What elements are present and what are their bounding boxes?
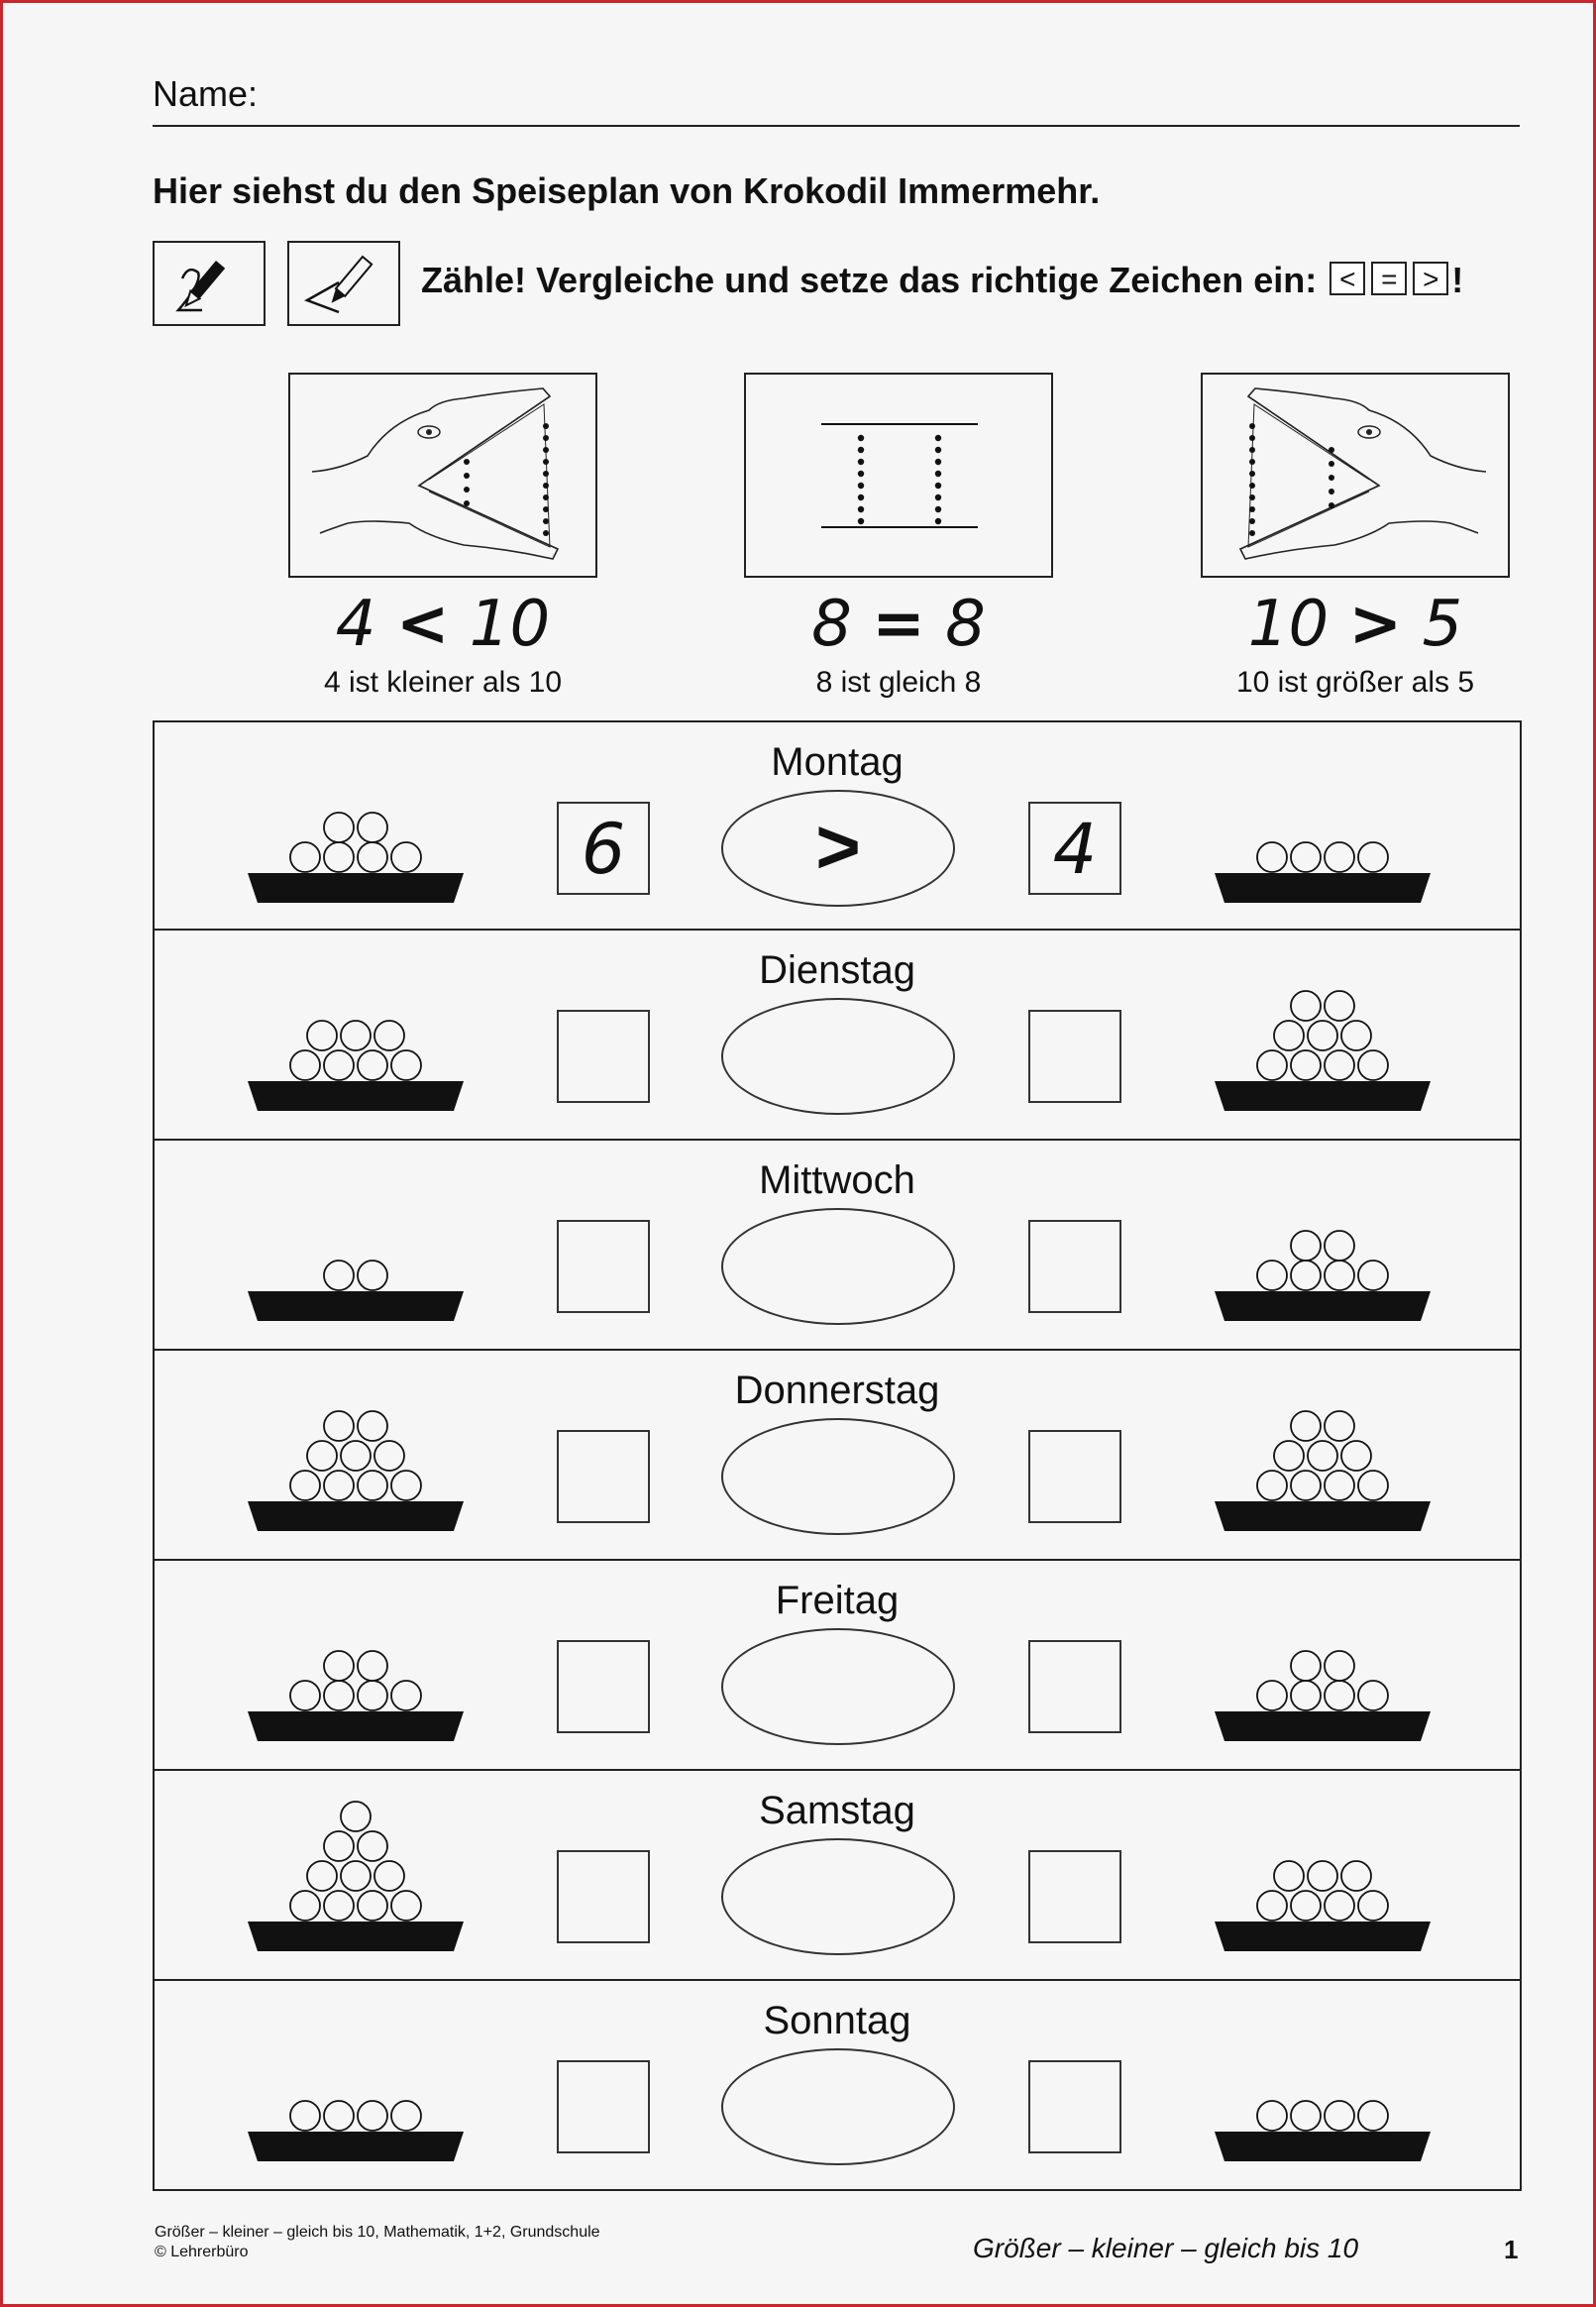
example-equation-2: [740, 588, 1057, 661]
egg: [358, 1651, 387, 1681]
egg: [358, 1891, 387, 1921]
plate-tray: [1215, 1922, 1431, 1951]
plate-drawing: [248, 1351, 476, 1561]
egg: [324, 1651, 354, 1681]
plate-tray: [1215, 1081, 1431, 1111]
egg: [358, 1050, 387, 1080]
instruction-suffix: !: [1451, 260, 1464, 300]
egg: [1291, 1681, 1321, 1710]
egg: [324, 1471, 354, 1500]
plate-drawing: [1215, 1351, 1442, 1561]
plate-tray: [248, 1501, 464, 1531]
egg: [1325, 1471, 1354, 1500]
left-number-box[interactable]: [557, 1430, 650, 1523]
plate-drawing: [248, 1141, 476, 1351]
egg: [358, 1471, 387, 1500]
day-name: Montag: [771, 740, 904, 784]
crocodile-open-left-icon: [288, 373, 597, 578]
egg: [1274, 1861, 1304, 1891]
egg: [1325, 2101, 1354, 2131]
example-right-value: 5: [1422, 588, 1463, 661]
egg: [324, 842, 354, 872]
plate-tray: [1215, 1711, 1431, 1741]
less-than-symbol: <: [1330, 262, 1365, 295]
egg: [324, 1050, 354, 1080]
egg: [1325, 1681, 1354, 1710]
left-number-box[interactable]: [557, 2060, 650, 2153]
comparison-sign-oval[interactable]: [721, 1628, 955, 1745]
footer-title: Größer – kleiner – gleich bis 10: [973, 2233, 1359, 2263]
egg: [1325, 1411, 1354, 1441]
day-name: Sonntag: [763, 1999, 911, 2042]
right-plate: [1215, 1351, 1442, 1561]
example-left-value: 10: [1247, 588, 1330, 661]
right-plate: [1215, 1771, 1442, 1981]
egg: [1291, 1050, 1321, 1080]
footer-source: [155, 2223, 600, 2262]
egg: [1274, 1021, 1304, 1050]
egg: [341, 1441, 371, 1471]
example-left-value: 8: [811, 588, 852, 661]
egg: [1341, 1021, 1371, 1050]
plate-tray: [248, 1711, 464, 1741]
egg: [358, 842, 387, 872]
plate-tray: [248, 1081, 464, 1111]
egg: [341, 1861, 371, 1891]
day-name: Mittwoch: [759, 1158, 915, 1202]
writing-pencil-icon: [153, 241, 266, 326]
egg: [307, 1441, 337, 1471]
example-operator: =: [872, 588, 925, 661]
egg: [324, 1261, 354, 1290]
comparison-sign-oval[interactable]: [721, 1838, 955, 1955]
footer-line-2: © Lehrerbüro: [155, 2244, 249, 2260]
egg: [290, 1891, 320, 1921]
plate-drawing: [1215, 931, 1442, 1141]
egg: [358, 1411, 387, 1441]
plate-tray: [1215, 1501, 1431, 1531]
plate-tray: [1215, 873, 1431, 903]
egg: [290, 1471, 320, 1500]
name-label: Name:: [153, 73, 259, 114]
comparison-sign-oval[interactable]: [721, 1418, 955, 1535]
example-left-value: 4: [335, 588, 376, 661]
egg: [391, 1891, 421, 1921]
plate-tray: [248, 1922, 464, 1951]
example-equation-3: [1197, 588, 1514, 661]
day-row-mittwoch: [153, 1141, 1522, 1351]
egg: [1257, 1891, 1287, 1921]
example-equation-1: [284, 588, 601, 661]
egg: [1291, 842, 1321, 872]
day-row-montag: [153, 720, 1522, 931]
egg: [1308, 1441, 1337, 1471]
egg: [374, 1861, 404, 1891]
footer-line-1: Größer – kleiner – gleich bis 10, Mathematik, 1+2, Grundschule: [155, 2224, 600, 2241]
day-row-sonntag: [153, 1981, 1522, 2191]
egg: [391, 842, 421, 872]
left-plate: [248, 1351, 476, 1561]
egg: [358, 1681, 387, 1710]
egg: [1291, 1231, 1321, 1261]
greater-than-symbol: >: [1413, 262, 1448, 295]
comparison-sign-oval[interactable]: [721, 998, 955, 1115]
example-caption-1: 4 ist kleiner als 10: [323, 666, 563, 699]
left-number-box[interactable]: [557, 1850, 650, 1943]
egg: [1358, 1471, 1388, 1500]
right-number-box[interactable]: [1028, 2060, 1121, 2153]
plate-tray: [1215, 2132, 1431, 2161]
left-plate: [248, 1141, 476, 1351]
plate-tray: [1215, 1291, 1431, 1321]
egg: [358, 2101, 387, 2131]
right-plate: [1215, 931, 1442, 1141]
right-plate: [1215, 722, 1442, 933]
equal-symbol: =: [1371, 262, 1407, 295]
example-operator: >: [1348, 588, 1403, 661]
crocodile-open-right-icon: [1201, 373, 1510, 578]
egg: [1257, 1681, 1287, 1710]
plate-drawing: [248, 722, 476, 933]
egg: [391, 2101, 421, 2131]
worksheet-title: Hier siehst du den Speiseplan von Krokodil Immermehr.: [153, 170, 1101, 211]
egg: [1341, 1441, 1371, 1471]
right-number-box[interactable]: [1028, 1220, 1121, 1313]
plate-drawing: [1215, 1771, 1442, 1981]
egg: [1358, 1261, 1388, 1290]
egg: [1358, 1681, 1388, 1710]
egg: [391, 1681, 421, 1710]
egg: [1291, 1411, 1321, 1441]
egg: [1291, 1471, 1321, 1500]
plate-tray: [248, 873, 464, 903]
egg: [1325, 991, 1354, 1021]
page-number: 1: [1504, 2235, 1519, 2264]
left-plate: [248, 931, 476, 1141]
egg: [324, 1831, 354, 1861]
plate-drawing: [1215, 1981, 1442, 2191]
egg: [358, 1831, 387, 1861]
day-name: Samstag: [759, 1789, 915, 1832]
egg: [1325, 1231, 1354, 1261]
right-number-box[interactable]: [1028, 1010, 1121, 1103]
right-number-box[interactable]: 4: [1028, 802, 1121, 895]
egg: [358, 1261, 387, 1290]
egg: [1257, 1261, 1287, 1290]
plate-drawing: [1215, 1141, 1442, 1351]
egg: [1257, 2101, 1287, 2131]
day-row-samstag: [153, 1771, 1522, 1981]
egg: [1257, 1471, 1287, 1500]
egg: [1291, 2101, 1321, 2131]
example-caption-3: 10 ist größer als 5: [1235, 666, 1475, 699]
egg: [341, 1021, 371, 1050]
egg: [1358, 842, 1388, 872]
left-plate: [248, 1981, 476, 2191]
comparison-sign-oval[interactable]: >: [721, 790, 955, 907]
egg: [290, 1681, 320, 1710]
egg: [1325, 1891, 1354, 1921]
left-number-box[interactable]: [557, 1640, 650, 1733]
left-number-box[interactable]: [557, 1010, 650, 1103]
left-plate: [248, 1561, 476, 1771]
egg: [324, 2101, 354, 2131]
example-caption-2: 8 ist gleich 8: [815, 666, 982, 699]
egg: [391, 1471, 421, 1500]
egg: [1358, 2101, 1388, 2131]
egg: [290, 842, 320, 872]
egg: [1308, 1021, 1337, 1050]
right-number-box[interactable]: [1028, 1430, 1121, 1523]
day-name: Freitag: [775, 1579, 900, 1622]
egg: [1308, 1861, 1337, 1891]
day-row-freitag: [153, 1561, 1522, 1771]
plate-tray: [248, 2132, 464, 2161]
comparison-sign-oval[interactable]: [721, 1208, 955, 1325]
egg: [1291, 1651, 1321, 1681]
right-number-box[interactable]: [1028, 1850, 1121, 1943]
egg: [1325, 1651, 1354, 1681]
egg: [1358, 1891, 1388, 1921]
comparison-pencil-icon: [287, 241, 400, 326]
plate-drawing: [1215, 722, 1442, 933]
instruction-prefix: Zähle! Vergleiche und setze das richtige Zeichen ein:: [421, 260, 1318, 300]
egg: [1341, 1861, 1371, 1891]
instruction-text: [421, 260, 1463, 301]
left-plate: [248, 1771, 476, 1981]
plate-drawing: [248, 931, 476, 1141]
plate-drawing: [1215, 1561, 1442, 1771]
name-line[interactable]: [153, 69, 1520, 127]
example-right-value: 8: [945, 588, 986, 661]
right-plate: [1215, 1561, 1442, 1771]
day-row-dienstag: [153, 931, 1522, 1141]
egg: [374, 1441, 404, 1471]
egg: [1291, 1891, 1321, 1921]
equal-bars-icon: [744, 373, 1053, 578]
plate-drawing: [248, 1771, 476, 1981]
egg: [1291, 1261, 1321, 1290]
egg: [324, 1411, 354, 1441]
day-name: Donnerstag: [734, 1369, 940, 1412]
egg: [1325, 1050, 1354, 1080]
menu-table: [153, 720, 1522, 2191]
egg: [1274, 1441, 1304, 1471]
egg: [324, 1891, 354, 1921]
example-right-value: 10: [469, 588, 551, 661]
example-operator: <: [395, 588, 450, 661]
day-name: Dienstag: [759, 948, 915, 992]
egg: [1291, 991, 1321, 1021]
left-number-box[interactable]: 6: [557, 802, 650, 895]
left-number-box[interactable]: [557, 1220, 650, 1313]
egg: [1257, 1050, 1287, 1080]
egg: [290, 1050, 320, 1080]
plate-drawing: [248, 1561, 476, 1771]
left-plate: [248, 722, 476, 933]
right-plate: [1215, 1981, 1442, 2191]
egg: [1358, 1050, 1388, 1080]
comparison-sign-oval[interactable]: [721, 2048, 955, 2165]
egg: [290, 2101, 320, 2131]
plate-tray: [248, 1291, 464, 1321]
egg: [391, 1050, 421, 1080]
egg: [1325, 1261, 1354, 1290]
plate-drawing: [248, 1981, 476, 2191]
egg: [341, 1802, 371, 1831]
right-plate: [1215, 1141, 1442, 1351]
egg: [324, 813, 354, 842]
right-number-box[interactable]: [1028, 1640, 1121, 1733]
egg: [374, 1021, 404, 1050]
egg: [307, 1861, 337, 1891]
egg: [1325, 842, 1354, 872]
egg: [1257, 842, 1287, 872]
egg: [358, 813, 387, 842]
day-row-donnerstag: [153, 1351, 1522, 1561]
egg: [307, 1021, 337, 1050]
egg: [324, 1681, 354, 1710]
